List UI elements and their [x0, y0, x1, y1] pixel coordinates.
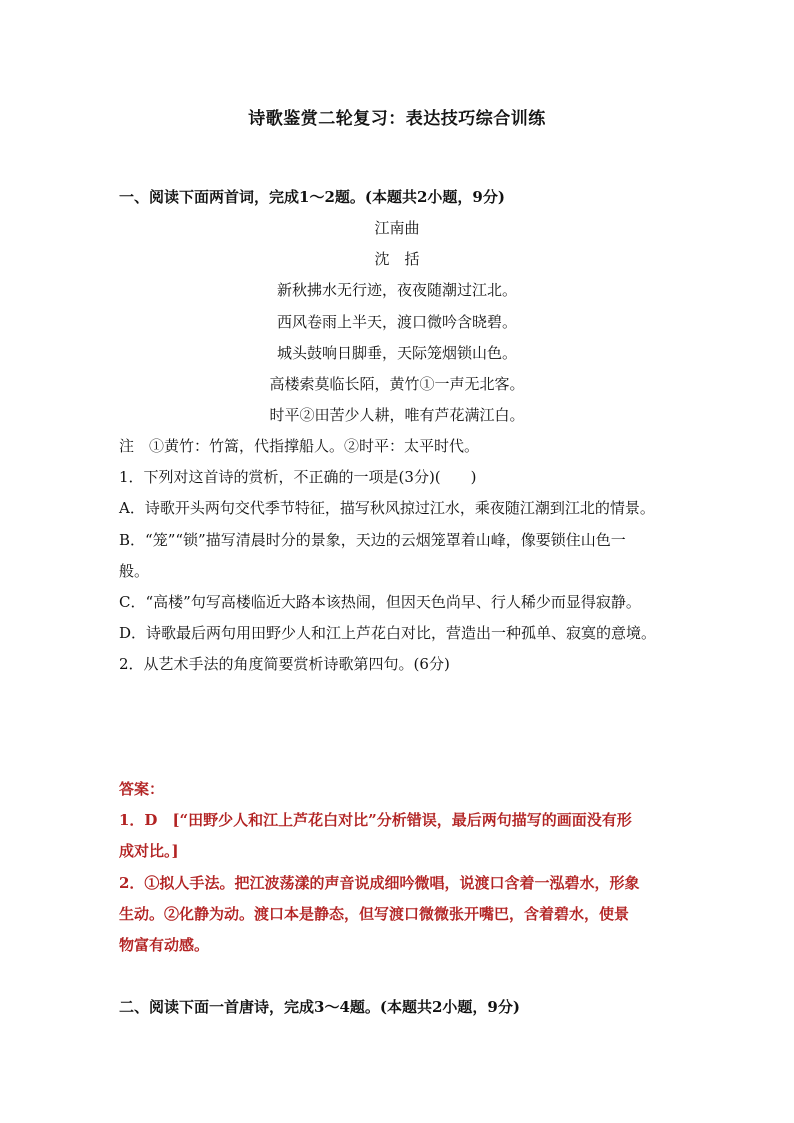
poem-line-4: 高楼索莫临长陌，黄竹①一声无北客。 [269, 375, 525, 393]
page-title: 诗歌鉴赏二轮复习：表达技巧综合训练 [248, 109, 546, 129]
poem-line-5: 时平②田苦少人耕，唯有芦花满江白。 [269, 406, 525, 424]
answer-2-line-2: 生动。②化静为动。渡口本是静态，但写渡口微微张开嘴巴，含着碧水，使景 [119, 905, 630, 923]
answer-1-line-1: 1．D [“田野少人和江上芦花白对比”分析错误，最后两句描写的画面没有形 [119, 811, 632, 829]
section-2-heading: 二、阅读下面一首唐诗，完成3～4题。(本题共2小题，9分) [119, 998, 520, 1016]
answer-label: 答案： [119, 780, 165, 798]
poem-line-2: 西风卷雨上半天，渡口微吟含晓碧。 [276, 313, 517, 331]
question-1-option-c: C．“高楼”句写高楼临近大路本该热闹，但因天色尚早、行人稀少而显得寂静。 [119, 593, 641, 611]
answer-2-line-3: 物富有动感。 [119, 936, 210, 954]
poem-line-3: 城头鼓响日脚垂，天际笼烟锁山色。 [276, 344, 517, 362]
question-2-stem: 2．从艺术手法的角度简要赏析诗歌第四句。(6分) [119, 655, 450, 673]
poem-line-1: 新秋拂水无行迹，夜夜随潮过江北。 [276, 281, 517, 299]
answer-1-line-2: 成对比。] [119, 842, 179, 860]
question-1-option-b: B．“笼”“锁”描写清晨时分的景象，天边的云烟笼罩着山峰，像要锁住山色一 [119, 531, 626, 549]
question-1-option-a: A．诗歌开头两句交代季节特征，描写秋风掠过江水，乘夜随江潮到江北的情景。 [119, 499, 655, 517]
section-1-heading: 一、阅读下面两首词，完成1～2题。(本题共2小题，9分) [119, 188, 505, 206]
question-1-option-b-cont: 般。 [119, 562, 150, 580]
poem-title: 江南曲 [374, 219, 420, 237]
poem-note: 注 ①黄竹：竹篙，代指撑船人。②时平：太平时代。 [119, 437, 480, 455]
question-1-stem: 1．下列对这首诗的赏析，不正确的一项是(3分)( ) [119, 468, 477, 486]
poem-author: 沈 括 [374, 250, 420, 268]
answer-2-line-1: 2．①拟人手法。把江波荡漾的声音说成细吟微唱，说渡口含着一泓碧水，形象 [119, 874, 640, 892]
question-1-option-d: D．诗歌最后两句用田野少人和江上芦花白对比，营造出一种孤单、寂寞的意境。 [119, 624, 657, 642]
